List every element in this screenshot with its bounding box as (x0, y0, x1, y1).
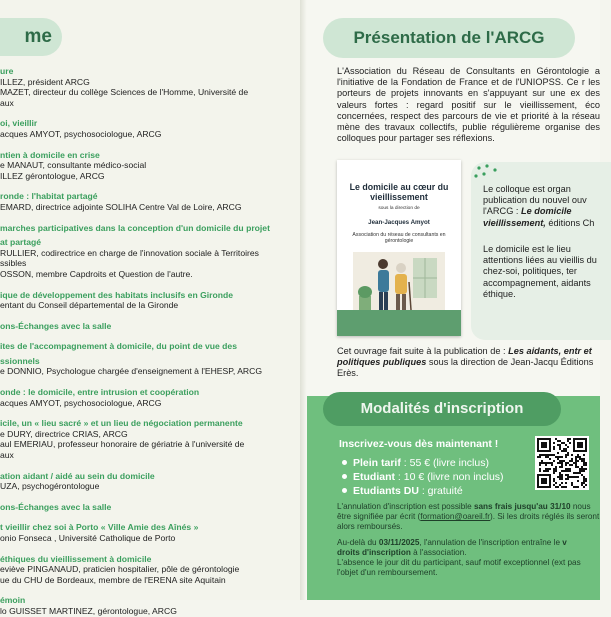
note-text: Au-delà du (337, 538, 379, 547)
program-session-title: éthiques du vieillissement à domicile (0, 553, 152, 564)
program-session-title: at partagé (0, 237, 42, 248)
price-label: Etudiant (353, 471, 395, 483)
program-spacer (0, 311, 300, 317)
note-fees: droits d'inscription (337, 548, 411, 557)
price-value: : 10 € (livre non inclus) (395, 471, 504, 483)
program-speaker: EMARD, directrice adjointe SOLIHA Centre Val de Loire, ARCG (0, 201, 242, 212)
book-author: Jean-Jacques Amyot (368, 219, 430, 226)
price-item (353, 470, 504, 484)
program-spacer (0, 181, 300, 187)
program-session-title: ure (0, 66, 14, 76)
book-cover (337, 160, 461, 336)
program-speaker: onio Fonseca , Université Catholique de Porto (0, 533, 176, 543)
program-spacer (0, 408, 300, 414)
price-value: : gratuité (418, 485, 463, 497)
program-speaker: ue du CHU de Bordeaux, membre de l'ERENA site Aquitain (0, 574, 226, 585)
program-speaker: UZA, psychogérontologue (0, 481, 100, 492)
program-spacer (0, 492, 300, 498)
cancellation-note (337, 502, 600, 532)
program-session-title: icile, un « lieu sacré » et un lieu de négociation permanente (0, 418, 243, 429)
note-text: nous être signifiée par écrit ( (337, 502, 591, 521)
program-session-title: ssionnels (0, 355, 40, 366)
program-spacer (0, 544, 300, 550)
program-session-title: t vieillir chez soi à Porto « Ville Amie des Aînés » (0, 522, 199, 533)
bullet-icon (342, 460, 347, 465)
note-date: 03/11/2025 (378, 538, 420, 547)
colloquium-callout (471, 162, 611, 340)
program-session-title: ique de développement des habitats inclusifs en Gironde (0, 289, 234, 300)
program-spacer (0, 461, 300, 467)
note-text: ). Si les droits réglés ils seront alors remboursés. (337, 512, 600, 531)
absence-note: L'absence le jour dit du participant, sauf motif exceptionnel (ext pas l'objet d'un remboursement. (337, 558, 581, 577)
program-spacer (0, 280, 300, 286)
program-title-pill (0, 18, 62, 56)
program-list (0, 66, 300, 617)
program-session-title: oi, vieillir (0, 118, 38, 129)
page-fold (300, 0, 307, 600)
program-speaker: ssibles (0, 258, 27, 269)
registration-title: Modalités d'inscription (360, 400, 524, 417)
bullet-icon (342, 474, 347, 479)
callout-text: Le colloque est organ publication du nouvel ouv l'ARCG : (483, 184, 587, 217)
bullet-icon (342, 488, 347, 493)
program-speaker: aul EMERIAU, professeur honoraire de gériatrie à l'université de (0, 439, 245, 450)
program-speaker: acques AMYOT, psychosociologue, ARCG (0, 128, 162, 139)
program-speaker: e DONNIO, Psychologue chargée d'enseignement à l'EHESP, ARCG (0, 366, 263, 377)
program-speaker: e DURY, directrice CRIAS, ARCG (0, 428, 128, 439)
previous-publication-text (337, 346, 600, 380)
program-spacer (0, 585, 300, 591)
contact-email-link[interactable]: formation@oareil.fr (420, 512, 491, 521)
program-speaker: ILLEZ gérontologue, ARCG (0, 170, 105, 181)
presentation-page (307, 0, 600, 600)
book-band (337, 310, 461, 336)
program-speaker: RULLIER, codirectrice en charge de l'innovation sociale à Territoires (0, 247, 259, 258)
previous-book-title: Les aidants, entr et politiques publiques (337, 346, 592, 368)
callout-paragraph-2: Le domicile est le lieu attentions liées au vieillis du chez-soi, politiques, ter accompagnement, aidants éthique. (483, 244, 597, 299)
program-session-title: émoin (0, 595, 26, 606)
callout-paragraph-1 (483, 184, 611, 229)
after-text: Cet ouvrage fait suite à la publication de : (337, 346, 509, 356)
program-speaker: eviève PINGANAUD, praticien hospitalier, pôle de gérontologie (0, 564, 240, 575)
program-spacer (0, 331, 300, 337)
price-label: Plein tarif (353, 457, 401, 469)
program-speaker: ILLEZ, président ARCG (0, 76, 90, 87)
note-text: à l'association. (410, 548, 467, 557)
note-text: , l'annulation de l'inscription entraîne le (419, 538, 563, 547)
program-session-title: ntien à domicile en crise (0, 149, 100, 160)
program-speaker: entant du Conseil départemental de la Gironde (0, 300, 179, 311)
program-spacer (0, 213, 300, 219)
late-cancellation-note (337, 538, 600, 578)
book-illustration (353, 252, 445, 314)
program-session-title: ons-Échanges avec la salle (0, 320, 112, 331)
price-item (353, 456, 504, 470)
program-spacer (0, 140, 300, 146)
program-spacer (0, 108, 300, 114)
registration-notes (337, 502, 600, 584)
program-session-title: ronde : l'habitat partagé (0, 191, 98, 202)
note-text: L'annulation d'inscription est possible (337, 502, 474, 511)
program-session-title: ation aidant / aidé au sein du domicile (0, 470, 155, 481)
program-session-title: onde : le domicile, entre intrusion et coopération (0, 387, 200, 398)
after-text-end: sous la direction de Jean-Jacqu Éditions Erès. (337, 357, 594, 379)
program-page (0, 0, 300, 616)
note-deadline: sans frais jusqu'au 31/10 (473, 502, 571, 511)
callout-book-title: Le domicile vieillissement, (483, 206, 572, 228)
program-speaker: OSSON, membre Capdroits et Question de l'autre. (0, 268, 193, 279)
program-speaker: aux (0, 97, 14, 108)
program-session-title: marches participatives dans la conception d'un domicile du projet (0, 222, 270, 233)
program-speaker: MAZET, directeur du collège Sciences de l'Homme, Université de (0, 87, 249, 98)
program-speaker: e MANAUT, consultante médico-social (0, 160, 147, 171)
price-item (353, 484, 504, 498)
program-speaker: lo GUISSET MARTINEZ, gérontologue, ARCG (0, 605, 177, 616)
program-title: me (24, 26, 52, 47)
book-subtitle: sous la direction de (378, 206, 420, 211)
registration-cta: Inscrivez-vous dès maintenant ! (339, 438, 499, 450)
program-speaker: acques AMYOT, psychosociologue, ARCG (0, 397, 162, 408)
program-spacer (0, 377, 300, 383)
program-speaker: aux (0, 450, 14, 461)
program-session-title: ons-Échanges avec la salle (0, 501, 112, 512)
qr-code[interactable] (535, 436, 589, 490)
note-text-bold: v (562, 538, 567, 547)
callout-text-end: éditions Ch (545, 217, 595, 228)
registration-title-pill (323, 392, 561, 426)
presentation-title-pill (323, 18, 575, 58)
price-list (353, 456, 504, 498)
price-value: : 55 € (livre inclus) (400, 457, 489, 469)
presentation-title: Présentation de l'ARCG (353, 28, 545, 47)
price-label: Etudiants DU (353, 485, 419, 497)
arcg-intro-text: L'Association du Réseau de Consultants en Gérontologie a l'initiative de la Fondation de France et de l'UNIOPSS. Ce r les porteurs de projets innovants en s'appuyant sur une ex des valeurs fortes : regard positif sur le vieillissement, éco concernées, respect des parcours de vie et priorité à la réseau mène des travaux collectifs, publie régulièreme organise des colloques pour partager ses réflexions. (337, 66, 600, 144)
program-spacer (0, 512, 300, 518)
book-title: Le domicile au cœur du vieillissement (349, 182, 449, 202)
book-association: Association du réseau de consultants en gérontologie (352, 232, 446, 245)
program-session-title: ites de l'accompagnement à domicile, du point de vue des (0, 341, 237, 352)
